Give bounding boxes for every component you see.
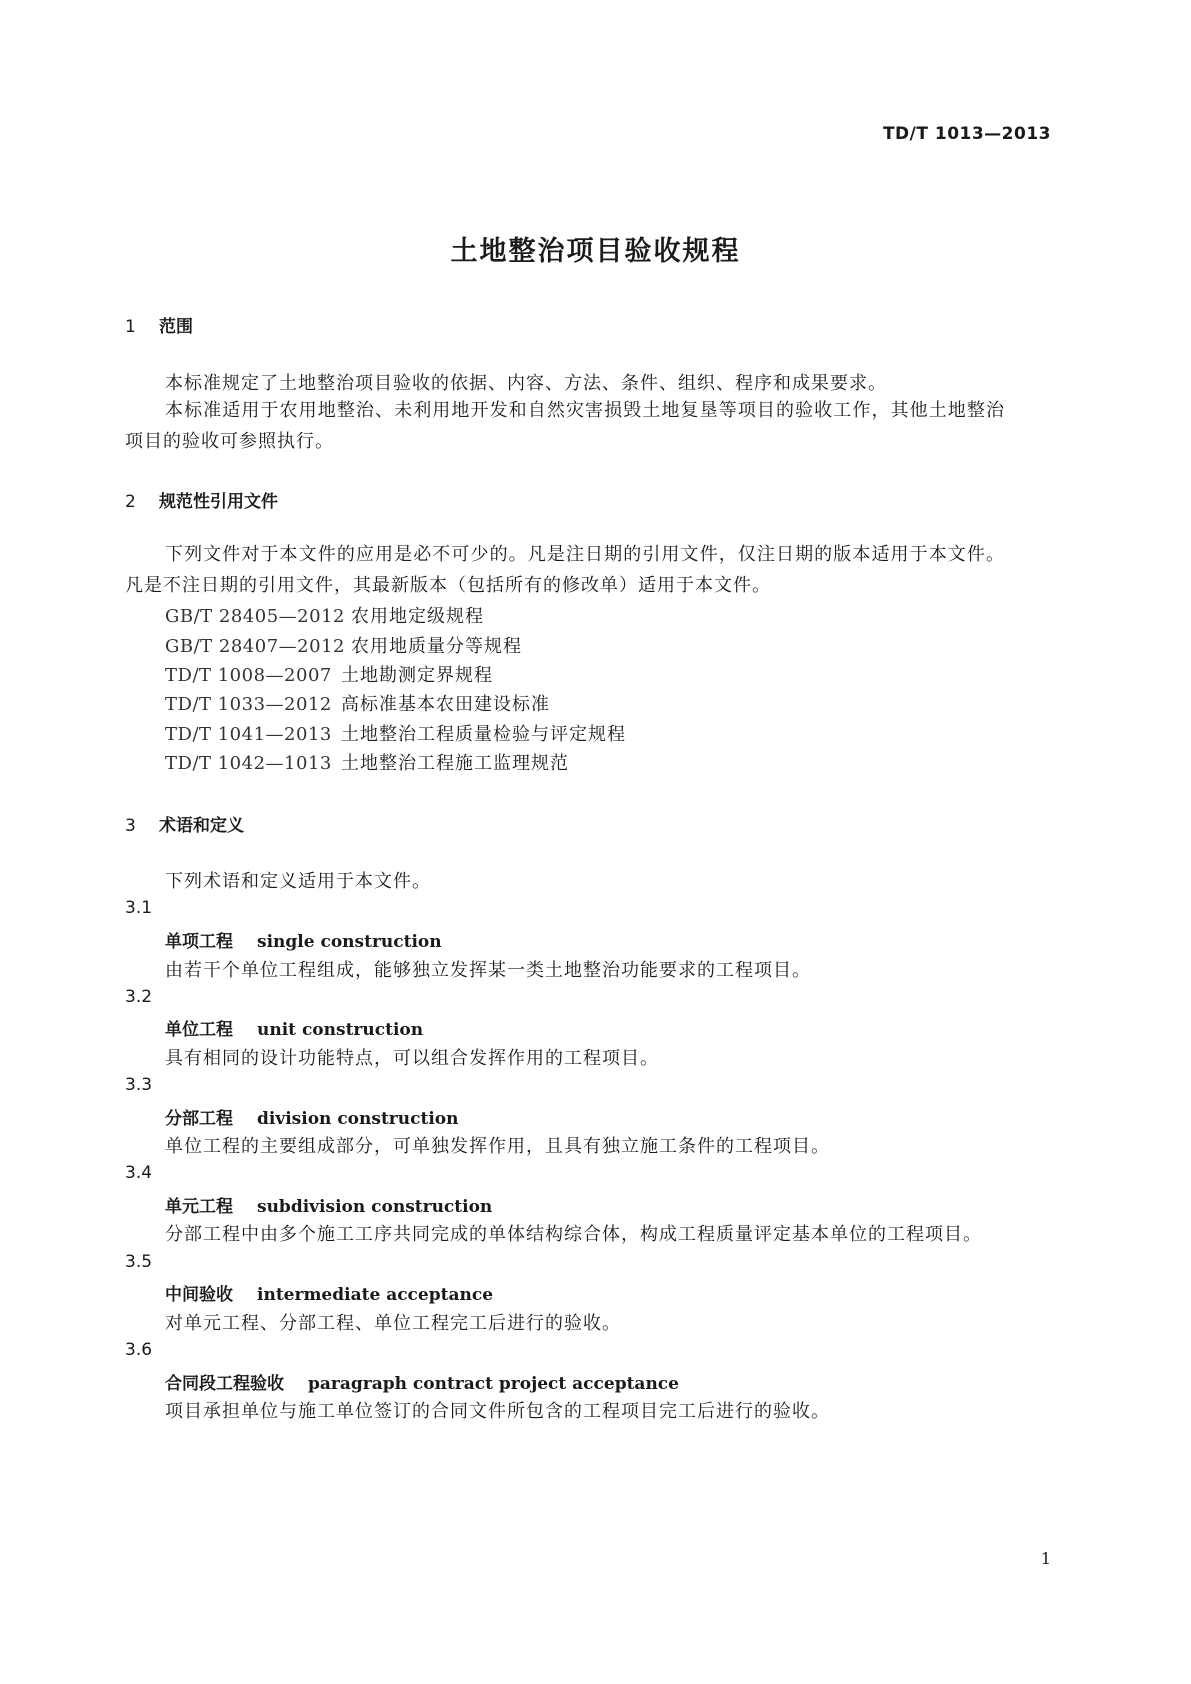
term-number: 3.5 bbox=[125, 1252, 153, 1272]
term-definition: 分部工程中由多个施工工序共同完成的单体结构综合体，构成工程质量评定基本单位的工程项目。 bbox=[165, 1224, 982, 1245]
paragraph: 本标准规定了土地整治项目验收的依据、内容、方法、条件、组织、程序和成果要求。 bbox=[165, 373, 887, 394]
term-english: paragraph contract project acceptance bbox=[308, 1374, 679, 1394]
reference-code: TD/T 1033—2012 bbox=[165, 694, 332, 715]
term-chinese: 分部工程 bbox=[165, 1109, 233, 1129]
paragraph: 下列文件对于本文件的应用是必不可少的。凡是注日期的引用文件，仅注日期的版本适用于本文件。凡是不注日期的引用文件，其最新版本（包括所有的修改单）适用于本文件。 bbox=[125, 544, 1005, 596]
reference-item bbox=[165, 632, 522, 658]
reference-item bbox=[165, 602, 484, 628]
section-title: 范围 bbox=[159, 317, 193, 337]
section-2-heading bbox=[125, 487, 278, 512]
term-english: intermediate acceptance bbox=[257, 1285, 494, 1305]
section-number: 2 bbox=[125, 492, 136, 512]
term-definition: 单位工程的主要组成部分，可单独发挥作用，且具有独立施工条件的工程项目。 bbox=[165, 1136, 830, 1157]
section-3-heading bbox=[125, 811, 244, 836]
term-definition: 具有相同的设计功能特点，可以组合发挥作用的工程项目。 bbox=[165, 1048, 659, 1069]
reference-name: 土地勘测定界规程 bbox=[341, 665, 493, 686]
term-chinese: 单项工程 bbox=[165, 932, 233, 952]
reference-name: 土地整治工程质量检验与评定规程 bbox=[341, 724, 626, 745]
page-number: 1 bbox=[1040, 1549, 1051, 1568]
reference-item bbox=[165, 661, 493, 687]
term-english: subdivision construction bbox=[257, 1197, 493, 1217]
term-chinese: 单元工程 bbox=[165, 1197, 233, 1217]
term-heading bbox=[165, 927, 442, 952]
term-number: 3.2 bbox=[125, 987, 153, 1007]
term-english: unit construction bbox=[257, 1020, 424, 1040]
section-number: 3 bbox=[125, 816, 136, 836]
term-number: 3.1 bbox=[125, 898, 153, 918]
term-number: 3.3 bbox=[125, 1075, 153, 1095]
term-heading bbox=[165, 1192, 492, 1217]
section-number: 1 bbox=[125, 317, 136, 337]
paragraph: 下列术语和定义适用于本文件。 bbox=[165, 871, 431, 892]
reference-name: 农用地质量分等规程 bbox=[351, 636, 522, 657]
reference-item bbox=[165, 690, 550, 716]
term-chinese: 合同段工程验收 bbox=[165, 1374, 284, 1394]
reference-item bbox=[165, 749, 569, 775]
term-heading bbox=[165, 1104, 458, 1129]
reference-name: 农用地定级规程 bbox=[351, 606, 484, 627]
term-chinese: 单位工程 bbox=[165, 1020, 233, 1040]
reference-code: TD/T 1008—2007 bbox=[165, 665, 332, 686]
term-number: 3.6 bbox=[125, 1340, 153, 1360]
reference-code: GB/T 28407—2012 bbox=[165, 636, 345, 657]
page-title: 土地整治项目验收规程 bbox=[450, 236, 741, 267]
term-english: division construction bbox=[257, 1109, 459, 1129]
document-code: TD/T 1013—2013 bbox=[882, 124, 1051, 144]
section-1-heading bbox=[125, 312, 193, 337]
term-english: single construction bbox=[257, 932, 442, 952]
section-title: 规范性引用文件 bbox=[159, 492, 278, 512]
term-chinese: 中间验收 bbox=[165, 1285, 233, 1305]
term-definition: 由若干个单位工程组成，能够独立发挥某一类土地整治功能要求的工程项目。 bbox=[165, 960, 811, 981]
reference-code: TD/T 1042—1013 bbox=[165, 753, 332, 774]
reference-name: 土地整治工程施工监理规范 bbox=[341, 753, 569, 774]
term-heading bbox=[165, 1015, 423, 1040]
reference-item bbox=[165, 720, 626, 746]
term-heading bbox=[165, 1369, 679, 1394]
reference-code: GB/T 28405—2012 bbox=[165, 606, 345, 627]
reference-name: 高标准基本农田建设标准 bbox=[341, 694, 550, 715]
term-definition: 对单元工程、分部工程、单位工程完工后进行的验收。 bbox=[165, 1313, 621, 1334]
term-heading bbox=[165, 1280, 493, 1305]
term-definition: 项目承担单位与施工单位签订的合同文件所包含的工程项目完工后进行的验收。 bbox=[165, 1401, 830, 1422]
reference-code: TD/T 1041—2013 bbox=[165, 724, 332, 745]
paragraph: 本标准适用于农用地整治、未利用地开发和自然灾害损毁土地复垦等项目的验收工作，其他土地整治项目的验收可参照执行。 bbox=[125, 400, 1005, 452]
section-title: 术语和定义 bbox=[159, 816, 244, 836]
term-number: 3.4 bbox=[125, 1163, 153, 1183]
